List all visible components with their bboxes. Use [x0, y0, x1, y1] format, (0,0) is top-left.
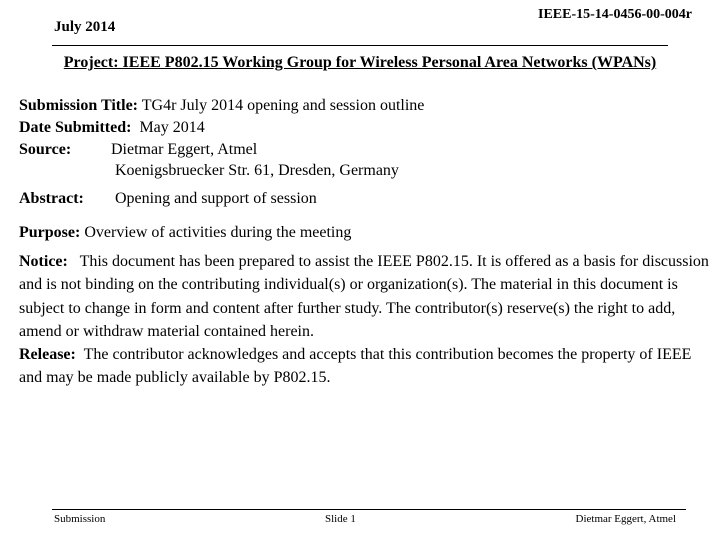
- footer-submission: Submission: [54, 513, 106, 525]
- release-paragraph: [19, 343, 717, 390]
- header-date: July 2014: [54, 19, 116, 35]
- notice-release-block: [19, 250, 717, 390]
- date-submitted-label: Date Submitted:: [19, 119, 132, 136]
- header-divider: [52, 45, 668, 46]
- release-text: The contributor acknowledges and accepts that this contribution becomes the property of IEEE and may be made publicly available by P802.15.: [19, 346, 692, 387]
- notice-label: Notice:: [19, 253, 68, 270]
- document-id: IEEE-15-14-0456-00-004r: [538, 7, 692, 22]
- project-title: Project: IEEE P802.15 Working Group for Wireless Personal Area Networks (WPANs): [63, 54, 657, 71]
- notice-paragraph: [19, 250, 717, 343]
- footer-divider: [52, 509, 686, 510]
- purpose-label: Purpose:: [19, 224, 81, 241]
- abstract-value: Opening and support of session: [115, 190, 317, 207]
- submission-title-value: TG4r July 2014 opening and session outline: [141, 97, 425, 114]
- abstract-label: Abstract:: [19, 190, 84, 207]
- source-line: [19, 141, 71, 159]
- submission-title-label: Submission Title:: [19, 97, 139, 114]
- notice-text: This document has been prepared to assist the IEEE P802.15. It is offered as a basis for discussion and is not binding on the contributing individual(s) or organization(s). The material in this document is subject to change in form and content after further study. The contributor(s) reserve(s) the right to add, amend or withdraw material contained herein.: [19, 253, 709, 340]
- date-submitted-line: [19, 119, 205, 137]
- footer-author: Dietmar Eggert, Atmel: [575, 513, 676, 525]
- source-name: Dietmar Eggert, Atmel: [111, 141, 258, 158]
- source-address: Koenigsbruecker Str. 61, Dresden, Germany: [115, 162, 399, 179]
- footer-slide-number: Slide 1: [325, 513, 356, 525]
- submission-title-line: [19, 97, 424, 115]
- purpose-value: Overview of activities during the meeting: [84, 224, 352, 241]
- purpose-line: [19, 224, 351, 242]
- release-label: Release:: [19, 346, 76, 364]
- source-label: Source:: [19, 141, 72, 158]
- date-submitted-value: May 2014: [139, 119, 205, 136]
